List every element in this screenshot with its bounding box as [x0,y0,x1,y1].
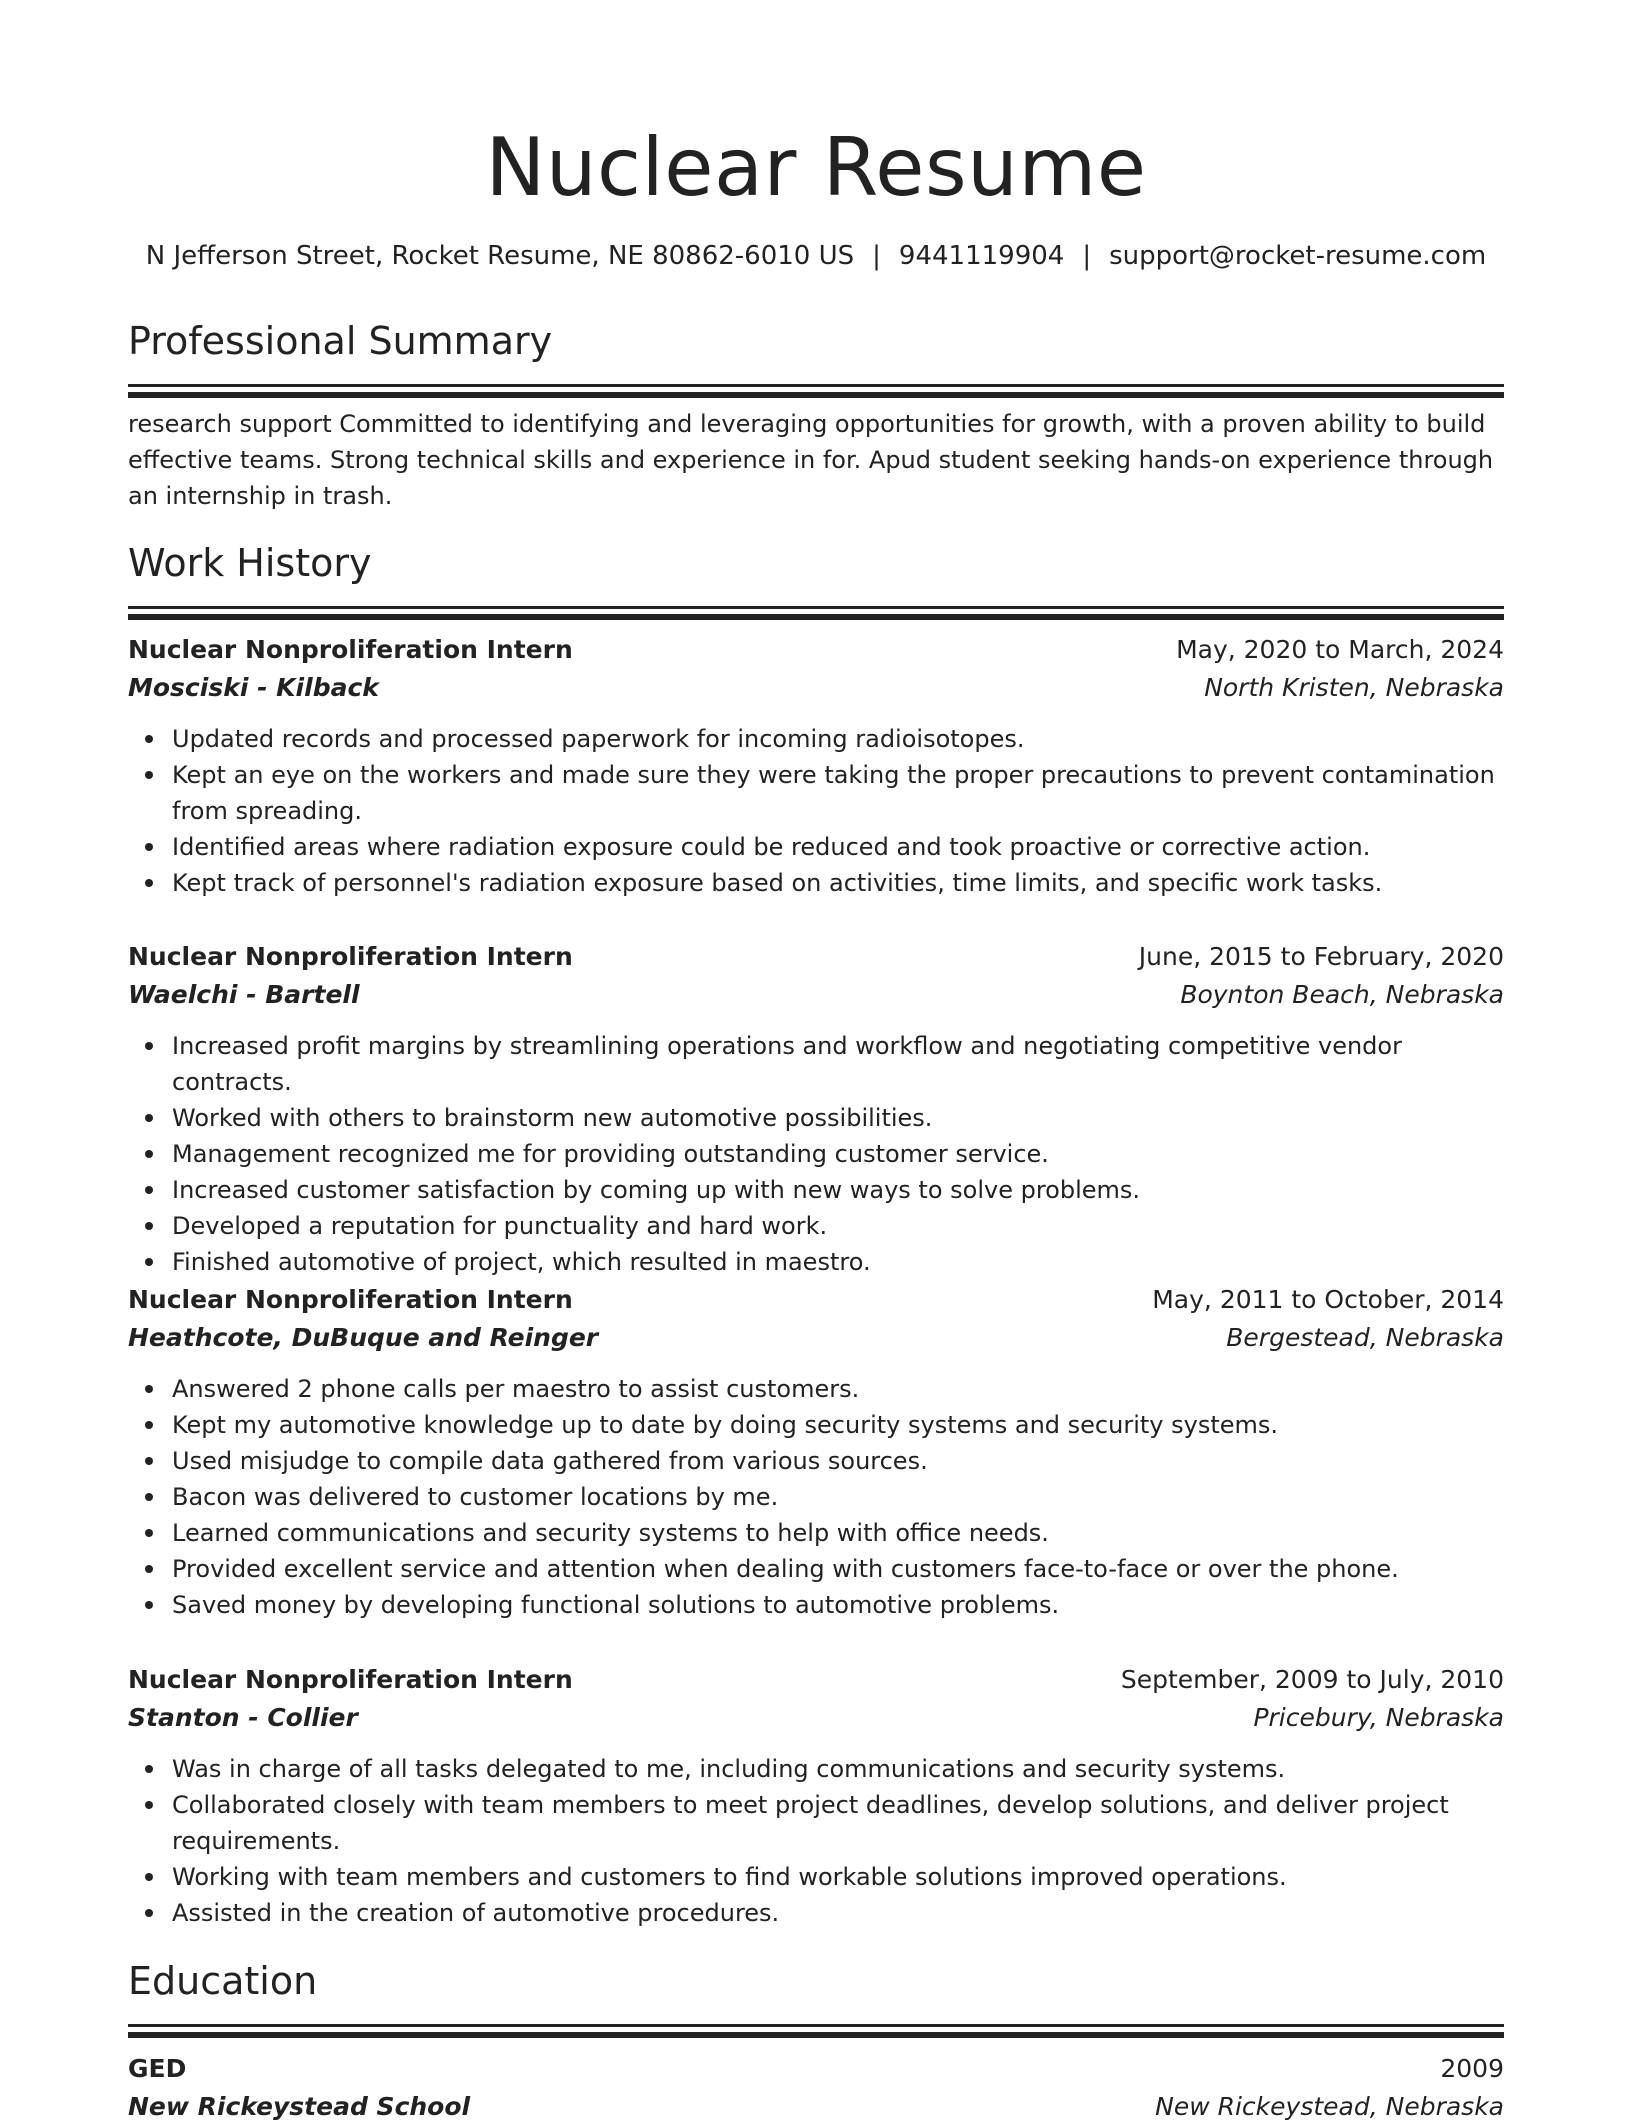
education-school-row [128,2088,1504,2126]
job-bullet: Increased profit margins by streamlining operations and workflow and negotiating competitive vendor contracts. [172,1028,1504,1100]
section-divider [128,384,1504,387]
contact-phone: 9441119904 [898,241,1065,271]
job-bullets [128,1751,1504,1931]
job-company-row [128,976,1504,1014]
job-header-row [128,1661,1504,1699]
job-bullet: Worked with others to brainstorm new automotive possibilities. [172,1100,1504,1136]
contact-separator: | [1082,241,1092,271]
job-company: Waelchi - Bartell [128,980,360,1009]
job-entry [128,1661,1504,1931]
job-dates: September, 2009 to July, 2010 [1120,1665,1504,1694]
job-bullet: Management recognized me for providing outstanding customer service. [172,1136,1504,1172]
job-title: Nuclear Nonproliferation Intern [128,942,573,971]
job-title: Nuclear Nonproliferation Intern [128,635,573,664]
summary-section-title: Professional Summary [128,319,553,363]
education-entry [128,2050,1504,2126]
job-bullet: Provided excellent service and attention when dealing with customers face-to-face or over the phone. [172,1551,1504,1587]
education-degree: GED [128,2054,187,2083]
section-divider [128,2032,1504,2038]
job-bullet: Increased customer satisfaction by coming up with new ways to solve problems. [172,1172,1504,1208]
job-company: Heathcote, DuBuque and Reinger [128,1323,599,1352]
job-company: Stanton - Collier [128,1703,358,1732]
education-location: New Rickeystead, Nebraska [1155,2092,1504,2121]
job-dates: June, 2015 to February, 2020 [1138,942,1504,971]
education-section-title: Education [128,1959,318,2003]
resume-name: Nuclear Resume [485,121,1147,214]
job-bullet: Kept track of personnel's radiation exposure based on activities, time limits, and specific work tasks. [172,865,1504,901]
education-header-row [128,2050,1504,2088]
job-bullet: Was in charge of all tasks delegated to me, including communications and security systems. [172,1751,1504,1787]
job-location: Boynton Beach, Nebraska [1180,980,1504,1009]
job-dates: May, 2011 to October, 2014 [1152,1285,1504,1314]
job-company-row [128,669,1504,707]
job-bullet: Collaborated closely with team members to meet project deadlines, develop solutions, and deliver project requirements. [172,1787,1504,1859]
job-bullets [128,1028,1504,1280]
job-header-row [128,631,1504,669]
section-divider [128,614,1504,620]
job-location: North Kristen, Nebraska [1204,673,1504,702]
summary-section-header [128,316,1504,398]
job-bullet: Finished automotive of project, which resulted in maestro. [172,1244,1504,1280]
job-title: Nuclear Nonproliferation Intern [128,1285,573,1314]
work-section-header [128,538,1504,620]
section-divider [128,2024,1504,2027]
job-company-row [128,1319,1504,1357]
job-entry [128,938,1504,1280]
job-bullet: Learned communications and security systems to help with office needs. [172,1515,1504,1551]
job-bullet: Assisted in the creation of automotive procedures. [172,1895,1504,1931]
job-entry [128,631,1504,901]
job-bullet: Identified areas where radiation exposure could be reduced and took proactive or corrective action. [172,829,1504,865]
contact-separator: | [872,241,881,271]
job-company-row [128,1699,1504,1737]
summary-text: research support Committed to identifying and leveraging opportunities for growth, with a proven ability to build effective teams. Strong technical skills and experience in for. Apud student seeking hands-on experience through an internship in trash. [128,410,1494,510]
education-school: New Rickeystead School [128,2092,471,2121]
section-divider [128,606,1504,609]
job-bullets [128,721,1504,901]
job-location: Pricebury, Nebraska [1253,1703,1504,1732]
contact-address: N Jefferson Street, Rocket Resume, NE 80862-6010 US [145,241,855,271]
section-divider [128,392,1504,398]
job-bullets [128,1371,1504,1623]
job-header-row [128,1281,1504,1319]
job-bullet: Developed a reputation for punctuality and hard work. [172,1208,1504,1244]
job-bullet: Bacon was delivered to customer locations by me. [172,1479,1504,1515]
job-bullet: Updated records and processed paperwork for incoming radioisotopes. [172,721,1504,757]
education-year: 2009 [1440,2054,1504,2083]
contact-email: support@rocket-resume.com [1109,241,1487,271]
work-section-title: Work History [128,541,372,585]
job-location: Bergestead, Nebraska [1226,1323,1504,1352]
education-section-header [128,1956,1504,2038]
job-company: Mosciski - Kilback [128,673,379,702]
job-header-row [128,938,1504,976]
contact-line [128,238,1504,274]
job-bullet: Kept my automotive knowledge up to date by doing security systems and security systems. [172,1407,1504,1443]
job-bullet: Answered 2 phone calls per maestro to assist customers. [172,1371,1504,1407]
job-bullet: Working with team members and customers to find workable solutions improved operations. [172,1859,1504,1895]
job-entry [128,1281,1504,1623]
job-bullet: Saved money by developing functional solutions to automotive problems. [172,1587,1504,1623]
job-bullet: Used misjudge to compile data gathered from various sources. [172,1443,1504,1479]
job-dates: May, 2020 to March, 2024 [1176,635,1504,664]
job-title: Nuclear Nonproliferation Intern [128,1665,573,1694]
job-bullet: Kept an eye on the workers and made sure they were taking the proper precautions to prevent contamination from spreading. [172,757,1504,829]
